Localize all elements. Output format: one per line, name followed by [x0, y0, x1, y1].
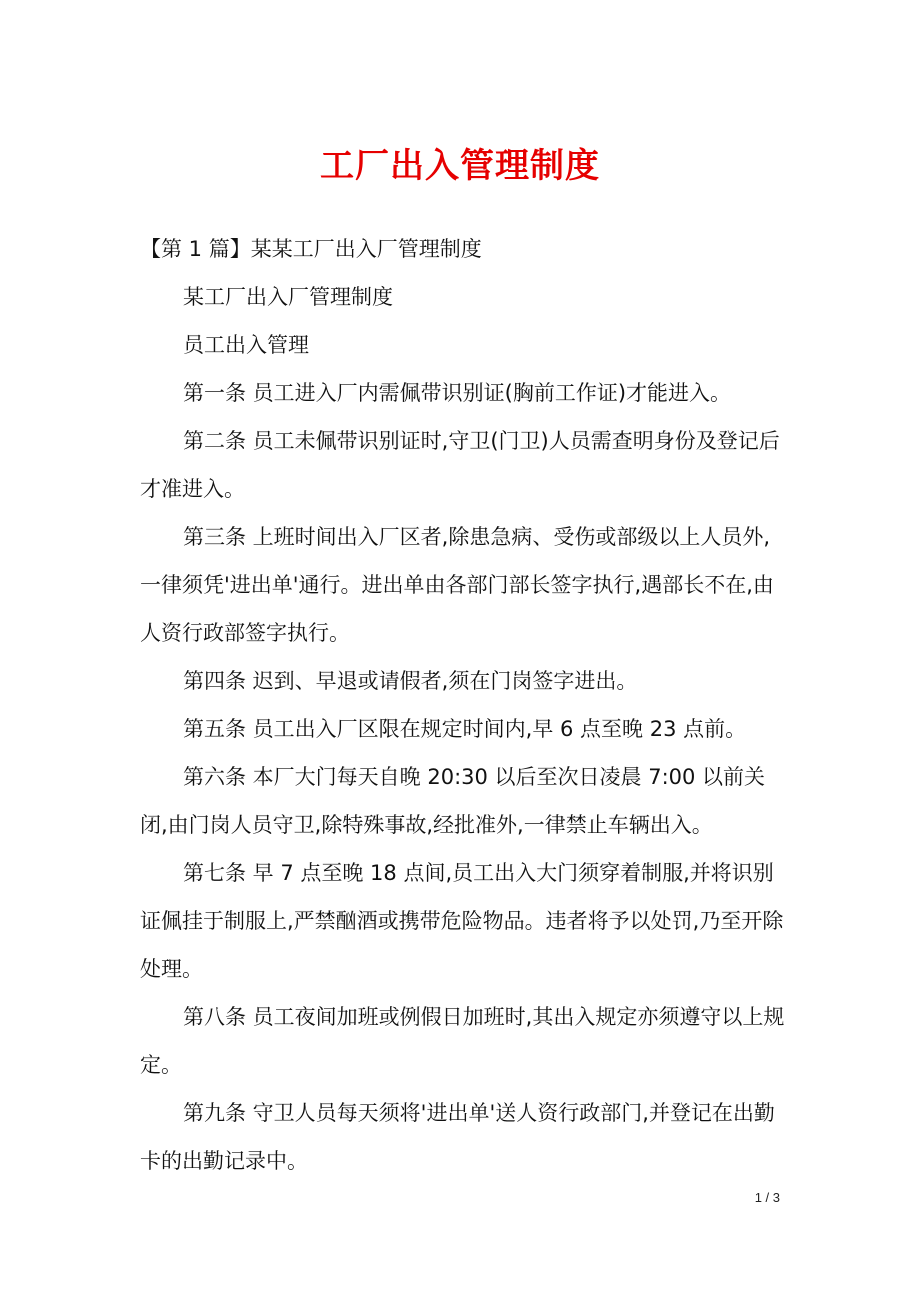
document-title: 工厂出入管理制度	[320, 146, 600, 186]
article-4: 第四条 迟到、早退或请假者,须在门岗签字进出。	[183, 669, 638, 693]
document-body	[140, 225, 785, 1185]
paragraph-section-label: 员工出入管理	[183, 333, 309, 357]
article-5: 第五条 员工出入厂区限在规定时间内,早 6 点至晚 23 点前。	[183, 717, 747, 741]
article-8: 第八条 员工夜间加班或例假日加班时,其出入规定亦须遵守以上规定。	[140, 1005, 785, 1077]
section-heading: 【第 1 篇】某某工厂出入厂管理制度	[140, 237, 482, 261]
article-7: 第七条 早 7 点至晚 18 点间,员工出入大门须穿着制服,并将识别证佩挂于制服上,严禁酗酒或携带危险物品。违者将予以处罚,乃至开除处理。	[140, 861, 784, 981]
article-2: 第二条 员工未佩带识别证时,守卫(门卫)人员需查明身份及登记后才准进入。	[140, 429, 780, 501]
article-3: 第三条 上班时间出入厂区者,除患急病、受伤或部级以上人员外,一律须凭'进出单'通行。进出单由各部门部长签字执行,遇部长不在,由人资行政部签字执行。	[140, 525, 774, 645]
paragraph-subtitle: 某工厂出入厂管理制度	[183, 285, 393, 309]
page-number: 1 / 3	[754, 1190, 780, 1205]
article-6: 第六条 本厂大门每天自晚 20:30 以后至次日凌晨 7:00 以前关闭,由门岗人员守卫,除特殊事故,经批准外,一律禁止车辆出入。	[140, 765, 766, 837]
article-1: 第一条 员工进入厂内需佩带识别证(胸前工作证)才能进入。	[183, 381, 732, 405]
article-9: 第九条 守卫人员每天须将'进出单'送人资行政部门,并登记在出勤卡的出勤记录中。	[140, 1101, 775, 1173]
